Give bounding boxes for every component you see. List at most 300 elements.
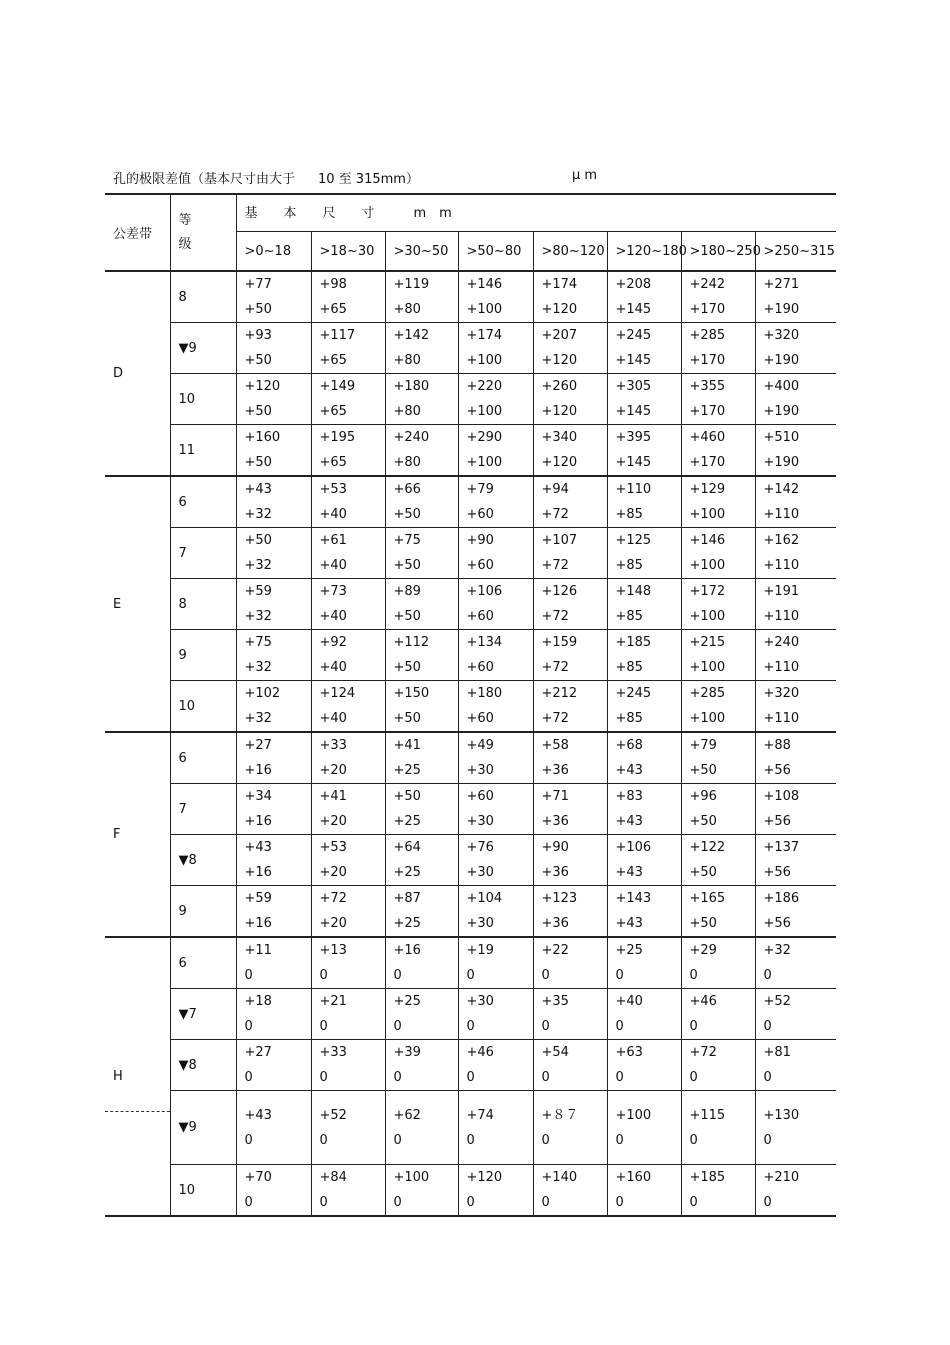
lower-deviation: +72 [541, 711, 569, 726]
deviation-cell [607, 732, 681, 784]
lower-deviation: +110 [763, 507, 800, 522]
lower-deviation: +56 [763, 916, 791, 931]
lower-deviation: +43 [615, 814, 643, 829]
lower-deviation: +20 [319, 814, 347, 829]
upper-deviation: +84 [319, 1170, 347, 1185]
table-row [105, 374, 836, 425]
lower-deviation: +170 [689, 404, 726, 419]
deviation-cell [458, 425, 533, 477]
upper-deviation: +52 [319, 1107, 347, 1123]
upper-deviation: +27 [244, 1045, 272, 1060]
upper-deviation: +320 [763, 686, 800, 701]
upper-deviation: +96 [689, 789, 717, 804]
lower-deviation: 0 [615, 1195, 624, 1210]
deviation-cell [236, 732, 311, 784]
lower-deviation: 0 [689, 1070, 698, 1085]
upper-deviation: +94 [541, 482, 569, 497]
upper-deviation: +58 [541, 738, 569, 753]
upper-deviation: +137 [763, 840, 800, 855]
deviation-cell [533, 476, 607, 528]
grade-label: ▼9 [170, 323, 236, 374]
lower-deviation: +25 [393, 865, 421, 880]
lower-deviation: +40 [319, 558, 347, 573]
size-range-header: >50~80 [458, 232, 533, 272]
upper-deviation: +185 [615, 635, 652, 650]
upper-deviation: +174 [541, 277, 578, 292]
lower-deviation: +25 [393, 814, 421, 829]
lower-deviation: +100 [689, 711, 726, 726]
upper-deviation: +320 [763, 328, 800, 343]
upper-deviation: +18 [244, 994, 272, 1009]
deviation-cell [311, 323, 385, 374]
lower-deviation: 0 [244, 1070, 253, 1085]
deviation-cell [533, 886, 607, 938]
size-range-header: >18~30 [311, 232, 385, 272]
table-caption-range: 10 至 315mm） [318, 172, 419, 187]
lower-deviation: +60 [466, 507, 494, 522]
zone-label: F [105, 732, 170, 937]
deviation-cell [533, 323, 607, 374]
deviation-cell [681, 374, 755, 425]
lower-deviation: +110 [763, 711, 800, 726]
upper-deviation: +72 [689, 1045, 717, 1060]
table-row [105, 1165, 836, 1217]
lower-deviation: +16 [244, 814, 272, 829]
upper-deviation: +174 [466, 328, 503, 343]
upper-deviation: +59 [244, 584, 272, 599]
size-range-header: >80~120 [533, 232, 607, 272]
deviation-cell [681, 425, 755, 477]
lower-deviation: 0 [689, 1019, 698, 1034]
upper-deviation: +460 [689, 430, 726, 445]
upper-deviation: +33 [319, 1045, 347, 1060]
lower-deviation: +36 [541, 916, 569, 931]
lower-deviation: +170 [689, 353, 726, 368]
lower-deviation: +40 [319, 507, 347, 522]
lower-deviation: +50 [689, 916, 717, 931]
lower-deviation: +25 [393, 916, 421, 931]
upper-deviation: +160 [244, 430, 281, 445]
deviation-cell [755, 937, 836, 989]
deviation-cell [385, 937, 458, 989]
deviation-cell [607, 374, 681, 425]
table-row [105, 271, 836, 323]
upper-deviation: +43 [244, 840, 272, 855]
upper-deviation: +59 [244, 891, 272, 906]
upper-deviation: +191 [763, 584, 800, 599]
lower-deviation: +56 [763, 814, 791, 829]
deviation-cell [385, 323, 458, 374]
lower-deviation: +32 [244, 609, 272, 624]
lower-deviation: +145 [615, 455, 652, 470]
lower-deviation: +16 [244, 763, 272, 778]
upper-deviation: +180 [393, 379, 430, 394]
upper-deviation: +33 [319, 738, 347, 753]
lower-deviation: 0 [541, 1019, 550, 1034]
upper-deviation: +71 [541, 789, 569, 804]
deviation-cell [755, 1165, 836, 1217]
upper-deviation: +30 [466, 994, 494, 1009]
upper-deviation: +140 [541, 1170, 578, 1185]
upper-deviation: +88 [763, 738, 791, 753]
deviation-cell [533, 1165, 607, 1217]
deviation-cell [681, 1165, 755, 1217]
deviation-cell [385, 681, 458, 733]
size-range-header: >30~50 [385, 232, 458, 272]
deviation-cell [385, 425, 458, 477]
table-row [105, 579, 836, 630]
lower-deviation: +72 [541, 558, 569, 573]
deviation-cell [458, 476, 533, 528]
deviation-cell [607, 425, 681, 477]
deviation-cell [533, 989, 607, 1040]
upper-deviation: +74 [466, 1107, 494, 1123]
lower-deviation: 0 [393, 1019, 402, 1034]
lower-deviation: +32 [244, 507, 272, 522]
deviation-cell [236, 425, 311, 477]
upper-deviation: +146 [466, 277, 503, 292]
lower-deviation: 0 [466, 1070, 475, 1085]
lower-deviation: +50 [393, 558, 421, 573]
upper-deviation: +81 [763, 1045, 791, 1060]
lower-deviation: +65 [319, 455, 347, 470]
upper-deviation: +120 [466, 1170, 503, 1185]
lower-deviation: +80 [393, 353, 421, 368]
upper-deviation: +146 [689, 533, 726, 548]
upper-deviation: +510 [763, 430, 800, 445]
upper-deviation: +126 [541, 584, 578, 599]
lower-deviation: +50 [393, 507, 421, 522]
deviation-cell [236, 937, 311, 989]
deviation-cell [681, 476, 755, 528]
lower-deviation: +80 [393, 455, 421, 470]
table-row [105, 476, 836, 528]
table-row [105, 1091, 836, 1165]
deviation-cell [385, 784, 458, 835]
upper-deviation: +100 [393, 1170, 430, 1185]
lower-deviation: 0 [763, 1019, 772, 1034]
upper-deviation: +271 [763, 277, 800, 292]
upper-deviation: +73 [319, 584, 347, 599]
deviation-cell [385, 1165, 458, 1217]
deviation-cell [755, 989, 836, 1040]
upper-deviation: +22 [541, 943, 569, 958]
upper-deviation: +129 [689, 482, 726, 497]
lower-deviation: +170 [689, 302, 726, 317]
zone-label: E [105, 476, 170, 732]
upper-deviation: +54 [541, 1045, 569, 1060]
deviation-cell [755, 732, 836, 784]
deviation-cell [533, 835, 607, 886]
lower-deviation: +36 [541, 814, 569, 829]
deviation-cell [533, 374, 607, 425]
lower-deviation: 0 [466, 1132, 475, 1148]
upper-deviation: +117 [319, 328, 356, 343]
lower-deviation: 0 [689, 1132, 698, 1148]
deviation-cell [681, 271, 755, 323]
deviation-cell [458, 271, 533, 323]
lower-deviation: +16 [244, 916, 272, 931]
upper-deviation: +107 [541, 533, 578, 548]
deviation-cell [311, 937, 385, 989]
upper-deviation: +90 [466, 533, 494, 548]
upper-deviation: +43 [244, 482, 272, 497]
deviation-cell [385, 579, 458, 630]
zone-group-h [105, 937, 836, 1216]
upper-deviation: +76 [466, 840, 494, 855]
lower-deviation: +36 [541, 763, 569, 778]
lower-deviation: +170 [689, 455, 726, 470]
lower-deviation: +50 [689, 763, 717, 778]
upper-deviation: +79 [689, 738, 717, 753]
deviation-cell [311, 374, 385, 425]
grade-label: 10 [170, 1165, 236, 1217]
lower-deviation: +43 [615, 916, 643, 931]
deviation-cell [681, 784, 755, 835]
upper-deviation: +62 [393, 1107, 421, 1123]
deviation-cell [458, 323, 533, 374]
upper-deviation: +112 [393, 635, 430, 650]
upper-deviation: +142 [763, 482, 800, 497]
upper-deviation: +245 [615, 686, 652, 701]
size-range-header: >250~315 [755, 232, 836, 272]
upper-deviation: +130 [763, 1107, 800, 1123]
lower-deviation: +36 [541, 865, 569, 880]
lower-deviation: +110 [763, 558, 800, 573]
deviation-cell [311, 425, 385, 477]
lower-deviation: +30 [466, 763, 494, 778]
deviation-cell [385, 271, 458, 323]
upper-deviation: +68 [615, 738, 643, 753]
upper-deviation: +27 [244, 738, 272, 753]
lower-deviation: 0 [763, 1070, 772, 1085]
deviation-cell [681, 579, 755, 630]
deviation-cell [236, 630, 311, 681]
deviation-cell [755, 323, 836, 374]
deviation-cell [458, 835, 533, 886]
deviation-cell [607, 579, 681, 630]
upper-deviation: +285 [689, 328, 726, 343]
upper-deviation: +400 [763, 379, 800, 394]
deviation-cell [311, 1165, 385, 1217]
lower-deviation: +65 [319, 302, 347, 317]
lower-deviation: +20 [319, 865, 347, 880]
lower-deviation: +43 [615, 763, 643, 778]
lower-deviation: +85 [615, 711, 643, 726]
deviation-cell [755, 374, 836, 425]
grade-header-line1: 等 [178, 212, 192, 228]
upper-deviation: +63 [615, 1045, 643, 1060]
upper-deviation: +119 [393, 277, 430, 292]
lower-deviation: +32 [244, 558, 272, 573]
lower-deviation: +190 [763, 404, 800, 419]
deviation-cell [385, 835, 458, 886]
table-row [105, 630, 836, 681]
deviation-cell [385, 528, 458, 579]
upper-deviation: +19 [466, 943, 494, 958]
upper-deviation: +240 [393, 430, 430, 445]
upper-deviation: +142 [393, 328, 430, 343]
upper-deviation: +98 [319, 277, 347, 292]
lower-deviation: 0 [466, 968, 475, 983]
lower-deviation: 0 [615, 968, 624, 983]
lower-deviation: +80 [393, 302, 421, 317]
deviation-cell [236, 1040, 311, 1091]
deviation-cell [755, 579, 836, 630]
lower-deviation: +100 [689, 507, 726, 522]
deviation-cell [236, 374, 311, 425]
upper-deviation: +115 [689, 1107, 726, 1123]
upper-deviation: +150 [393, 686, 430, 701]
lower-deviation: +50 [244, 353, 272, 368]
grade-label: 7 [170, 528, 236, 579]
deviation-cell [755, 886, 836, 938]
lower-deviation: +60 [466, 660, 494, 675]
zone-label: D [105, 271, 170, 476]
lower-deviation: +100 [466, 302, 503, 317]
lower-deviation: +32 [244, 660, 272, 675]
deviation-cell [236, 1165, 311, 1217]
upper-deviation: +87 [393, 891, 421, 906]
upper-deviation: +122 [689, 840, 726, 855]
lower-deviation: +50 [244, 455, 272, 470]
deviation-cell [755, 784, 836, 835]
deviation-cell [607, 630, 681, 681]
lower-deviation: 0 [393, 1132, 402, 1148]
upper-deviation: +93 [244, 328, 272, 343]
upper-deviation: +104 [466, 891, 503, 906]
lower-deviation: 0 [319, 1132, 328, 1148]
upper-deviation: +34 [244, 789, 272, 804]
table-row [105, 937, 836, 989]
deviation-cell [755, 1040, 836, 1091]
upper-deviation: +46 [466, 1045, 494, 1060]
lower-deviation: 0 [319, 1195, 328, 1210]
lower-deviation: 0 [763, 1132, 772, 1148]
upper-deviation: +21 [319, 994, 347, 1009]
upper-deviation: +25 [393, 994, 421, 1009]
lower-deviation: 0 [393, 1195, 402, 1210]
deviation-cell [458, 886, 533, 938]
deviation-cell [236, 989, 311, 1040]
upper-deviation: +245 [615, 328, 652, 343]
lower-deviation: 0 [319, 1019, 328, 1034]
deviation-cell [681, 1091, 755, 1165]
deviation-cell [311, 1040, 385, 1091]
lower-deviation: +40 [319, 711, 347, 726]
deviation-cell [236, 528, 311, 579]
deviation-cell [533, 271, 607, 323]
deviation-cell [607, 1165, 681, 1217]
deviation-cell [311, 681, 385, 733]
grade-label: 9 [170, 630, 236, 681]
upper-deviation: +215 [689, 635, 726, 650]
grade-label: 6 [170, 732, 236, 784]
deviation-cell [607, 989, 681, 1040]
deviation-cell [458, 528, 533, 579]
lower-deviation: +85 [615, 507, 643, 522]
deviation-cell [681, 323, 755, 374]
lower-deviation: 0 [615, 1019, 624, 1034]
deviation-cell [458, 732, 533, 784]
table-row [105, 732, 836, 784]
upper-deviation: +340 [541, 430, 578, 445]
upper-deviation: +240 [763, 635, 800, 650]
upper-deviation: +125 [615, 533, 652, 548]
lower-deviation: 0 [541, 1195, 550, 1210]
lower-deviation: +40 [319, 660, 347, 675]
lower-deviation: +120 [541, 302, 578, 317]
upper-deviation: +61 [319, 533, 347, 548]
deviation-cell [236, 835, 311, 886]
lower-deviation: +20 [319, 916, 347, 931]
upper-deviation: +53 [319, 840, 347, 855]
lower-deviation: +60 [466, 609, 494, 624]
upper-deviation: +195 [319, 430, 356, 445]
upper-deviation: +106 [615, 840, 652, 855]
upper-deviation: +53 [319, 482, 347, 497]
upper-deviation: +77 [244, 277, 272, 292]
lower-deviation: 0 [244, 1019, 253, 1034]
deviation-cell [533, 528, 607, 579]
lower-deviation: +80 [393, 404, 421, 419]
table-caption-unit: μ m [572, 168, 598, 183]
upper-deviation: +29 [689, 943, 717, 958]
upper-deviation: +160 [615, 1170, 652, 1185]
lower-deviation: +60 [466, 711, 494, 726]
upper-deviation: +50 [244, 533, 272, 548]
lower-deviation: 0 [763, 1195, 772, 1210]
upper-deviation: +89 [393, 584, 421, 599]
deviation-cell [533, 732, 607, 784]
lower-deviation: +20 [319, 763, 347, 778]
lower-deviation: 0 [615, 1132, 624, 1148]
zone-header: 公差带 [113, 227, 153, 242]
lower-deviation: +100 [466, 455, 503, 470]
upper-deviation: +25 [615, 943, 643, 958]
upper-deviation: +92 [319, 635, 347, 650]
table-row [105, 784, 836, 835]
upper-deviation: +41 [393, 738, 421, 753]
deviation-cell [311, 528, 385, 579]
lower-deviation: +110 [763, 660, 800, 675]
grade-label: 9 [170, 886, 236, 938]
deviation-cell [458, 937, 533, 989]
lower-deviation: +85 [615, 609, 643, 624]
size-range-header: >0~18 [236, 232, 311, 272]
lower-deviation: +120 [541, 455, 578, 470]
deviation-cell [311, 1091, 385, 1165]
lower-deviation: +56 [763, 763, 791, 778]
lower-deviation: 0 [541, 968, 550, 983]
upper-deviation: +186 [763, 891, 800, 906]
deviation-cell [755, 528, 836, 579]
lower-deviation: 0 [244, 968, 253, 983]
upper-deviation: +11 [244, 943, 272, 958]
grade-label: 10 [170, 374, 236, 425]
lower-deviation: +72 [541, 609, 569, 624]
deviation-cell [755, 1091, 836, 1165]
lower-deviation: 0 [615, 1070, 624, 1085]
upper-deviation: +70 [244, 1170, 272, 1185]
deviation-cell [681, 937, 755, 989]
upper-deviation: +35 [541, 994, 569, 1009]
upper-deviation: +172 [689, 584, 726, 599]
upper-deviation: +64 [393, 840, 421, 855]
lower-deviation: +50 [393, 660, 421, 675]
deviation-cell [385, 1040, 458, 1091]
deviation-cell [236, 784, 311, 835]
